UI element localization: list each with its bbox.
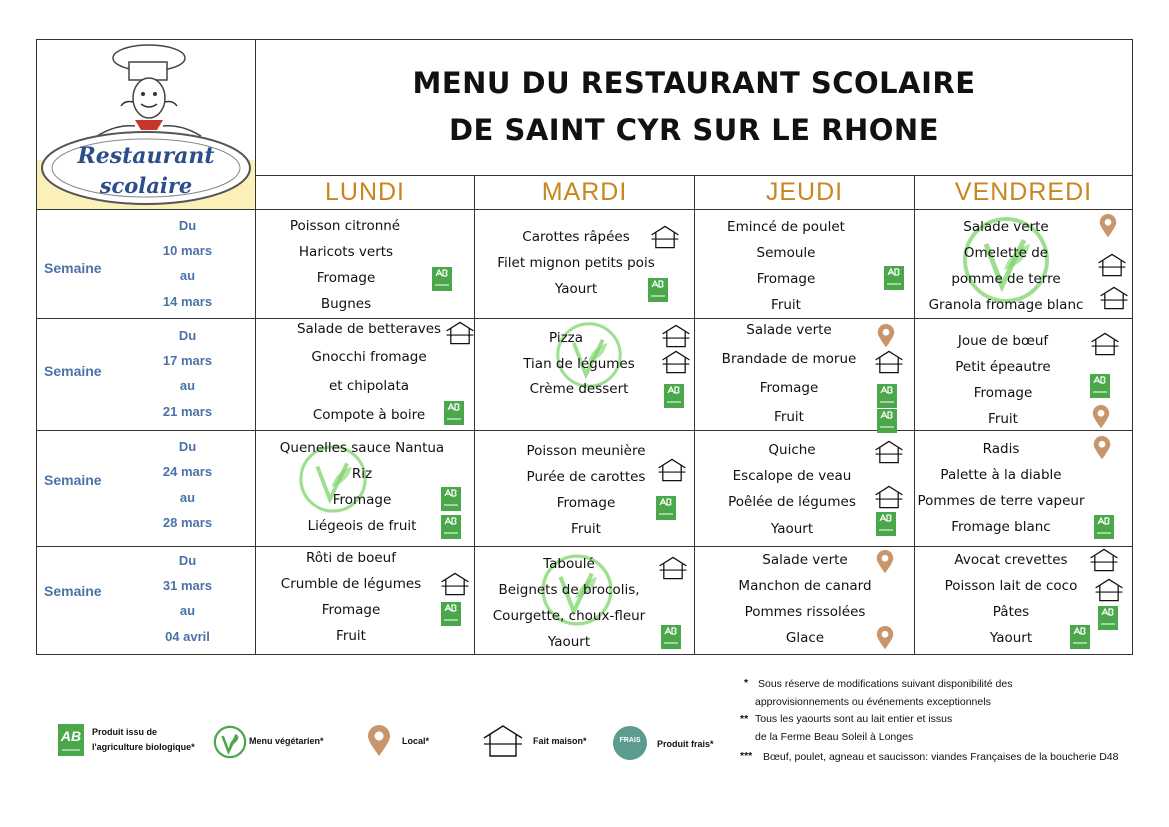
fresh-badge-label: FRAIS	[619, 737, 641, 744]
vegetarian-legend-icon	[213, 725, 247, 759]
dish: Fromage blanc	[951, 519, 1051, 535]
dish: Quiche	[768, 442, 816, 458]
dish: Liégeois de fruit	[307, 518, 417, 534]
dish: Poêlée de légumes	[728, 494, 856, 510]
organic-ab-icon	[441, 487, 461, 511]
organic-ab-icon	[444, 401, 464, 425]
dish: Fruit	[988, 411, 1018, 427]
week-2-du: Du	[178, 328, 197, 343]
dish: Escalope de veau	[732, 468, 852, 484]
week-3-du: Du	[178, 439, 197, 454]
note-3-marker: ***	[740, 750, 753, 762]
week-4-end: 04 avril	[165, 629, 210, 644]
dish: Filet mignon petits pois	[497, 255, 655, 271]
day-header-mardi: MARDI	[541, 178, 628, 206]
day-header-jeudi: JEUDI	[765, 178, 844, 206]
dish: pomme de terre	[951, 271, 1061, 287]
note-2-line-2: de la Ferme Beau Soleil à Longes	[755, 731, 914, 743]
dish: et chipolata	[328, 378, 410, 394]
organic-ab-icon	[1098, 606, 1118, 630]
organic-ab-icon	[648, 278, 668, 302]
dish: Fromage	[756, 271, 816, 287]
local-pin-icon	[1099, 214, 1117, 238]
week-4-label: Semaine	[44, 583, 102, 599]
dish: Yaourt	[547, 634, 591, 650]
dish: Tian de légumes	[523, 356, 635, 372]
week-3-label: Semaine	[44, 472, 102, 488]
organic-ab-icon	[441, 602, 461, 626]
note-2-marker: **	[740, 713, 749, 725]
week-2-label: Semaine	[44, 363, 102, 379]
grid-right	[1132, 39, 1133, 655]
organic-ab-icon	[432, 267, 452, 291]
dish: Fromage	[556, 495, 616, 511]
dish: Fromage	[973, 385, 1033, 401]
dish: Pommes de terre vapeur	[917, 493, 1085, 509]
grid-col-3	[694, 175, 695, 655]
dish: Crème dessert	[529, 381, 629, 397]
dish: Salade de betteraves	[296, 321, 442, 337]
dish: Yaourt	[770, 521, 814, 537]
dish: Avocat crevettes	[954, 552, 1068, 568]
dish: Semoule	[756, 245, 816, 261]
dish: Pâtes	[992, 604, 1030, 620]
dish: Fromage	[759, 380, 819, 396]
homemade-icon	[661, 350, 691, 374]
week-3-start: 24 mars	[162, 464, 213, 479]
dish: Poisson lait de coco	[944, 578, 1078, 594]
local-pin-icon	[1093, 436, 1111, 460]
grid-col-4	[914, 175, 915, 655]
legend-local-label: Local*	[402, 736, 430, 746]
dish: Riz	[351, 466, 373, 482]
week-2-start: 17 mars	[162, 353, 213, 368]
dish: Pommes rissolées	[744, 604, 866, 620]
week-2-au: au	[179, 378, 196, 393]
dish: Fromage	[332, 492, 392, 508]
dish: Beignets de brocolis,	[498, 582, 640, 598]
homemade-icon	[1099, 286, 1129, 310]
dish: Gnocchi fromage	[311, 349, 427, 365]
legend-veg-label: Menu végétarien*	[249, 736, 324, 746]
week-2-end: 21 mars	[162, 404, 213, 419]
fresh-product-icon	[613, 726, 647, 760]
homemade-icon	[658, 556, 688, 580]
dish: Petit épeautre	[955, 359, 1051, 375]
organic-ab-label: AB	[60, 728, 82, 744]
day-header-vendredi: VENDREDI	[954, 178, 1093, 206]
dish: Courgette, choux-fleur	[492, 608, 646, 624]
dish: Salade verte	[762, 552, 848, 568]
organic-ab-icon	[1090, 374, 1110, 398]
homemade-icon	[1094, 578, 1124, 602]
dish: Yaourt	[554, 281, 598, 297]
homemade-icon	[440, 572, 470, 596]
week-1-du: Du	[178, 218, 197, 233]
page-title-line-1: MENU DU RESTAURANT SCOLAIRE	[412, 66, 976, 100]
day-header-lundi: LUNDI	[324, 178, 405, 206]
week-1-label: Semaine	[44, 260, 102, 276]
legend-fresh-label: Produit frais*	[657, 739, 714, 749]
homemade-icon	[661, 324, 691, 348]
local-pin-icon	[876, 550, 894, 574]
dish: Palette à la diable	[940, 467, 1062, 483]
organic-ab-icon	[877, 409, 897, 433]
restaurant-logo	[37, 40, 255, 209]
week-1-end: 14 mars	[162, 294, 213, 309]
homemade-icon	[657, 458, 687, 482]
week-3-au: au	[179, 490, 196, 505]
grid-header-bottom	[36, 209, 1133, 210]
dish: Quenelles sauce Nantua	[279, 440, 445, 456]
local-pin-icon	[1092, 405, 1110, 429]
dish: Poisson meunière	[526, 443, 646, 459]
local-pin-icon	[876, 626, 894, 650]
dish: Salade verte	[963, 219, 1049, 235]
homemade-icon	[445, 321, 475, 345]
homemade-icon	[1097, 253, 1127, 277]
week-4-start: 31 mars	[162, 578, 213, 593]
organic-ab-icon	[884, 266, 904, 290]
note-1-marker: *	[744, 677, 749, 689]
dish: Fruit	[336, 628, 366, 644]
organic-ab-icon	[664, 384, 684, 408]
page-title-line-2: DE SAINT CYR SUR LE RHONE	[448, 113, 940, 147]
dish: Purée de carottes	[526, 469, 646, 485]
grid-row-1	[36, 318, 1133, 319]
week-1-start: 10 mars	[162, 243, 213, 258]
dish: Rôti de boeuf	[306, 550, 396, 566]
grid-bottom	[36, 654, 1133, 655]
legend-bio-line-2: l'agriculture biologique*	[92, 742, 195, 752]
dish: Pizza	[548, 330, 584, 346]
dish: Brandade de morue	[721, 351, 857, 367]
organic-ab-icon	[441, 515, 461, 539]
dish: Poisson citronné	[289, 218, 401, 234]
homemade-icon	[1089, 548, 1119, 572]
organic-ab-icon	[1094, 515, 1114, 539]
note-1-line-1: Sous réserve de modifications suivant disponibilité des	[758, 678, 1013, 690]
week-3-end: 28 mars	[162, 515, 213, 530]
dish: Glace	[785, 630, 825, 646]
legend-homemade-label: Fait maison*	[533, 736, 587, 746]
week-4-au: au	[179, 603, 196, 618]
dish: Granola fromage blanc	[928, 297, 1084, 313]
grid-row-2	[36, 430, 1133, 431]
homemade-icon	[874, 485, 904, 509]
grid-col-2	[474, 175, 475, 655]
homemade-icon	[1090, 332, 1120, 356]
dish: Joue de bœuf	[957, 333, 1049, 349]
dish: Compote à boire	[312, 407, 426, 423]
logo-line-2: scolaire	[99, 173, 193, 198]
logo-line-1: Restaurant	[77, 143, 215, 169]
dish: Fruit	[771, 297, 801, 313]
week-1-au: au	[179, 268, 196, 283]
dish: Fromage	[321, 602, 381, 618]
local-legend-icon	[367, 725, 391, 757]
local-pin-icon	[877, 324, 895, 348]
dish: Manchon de canard	[738, 578, 872, 594]
organic-ab-icon	[661, 625, 681, 649]
homemade-legend-icon	[483, 724, 523, 758]
organic-ab-icon	[877, 384, 897, 408]
dish: Fruit	[774, 409, 804, 425]
organic-ab-icon	[656, 496, 676, 520]
homemade-icon	[650, 225, 680, 249]
organic-ab-icon	[876, 512, 896, 536]
grid-row-3	[36, 546, 1133, 547]
dish: Salade verte	[746, 322, 832, 338]
dish: Taboulé	[543, 556, 595, 572]
dish: Emincé de poulet	[727, 219, 845, 235]
homemade-icon	[874, 350, 904, 374]
dish: Omelette de	[963, 245, 1049, 261]
homemade-icon	[874, 440, 904, 464]
week-4-du: Du	[178, 553, 197, 568]
dish: Yaourt	[989, 630, 1033, 646]
dish: Fruit	[571, 521, 601, 537]
note-3-line-1: Bœuf, poulet, agneau et saucisson: viandes Françaises de la boucherie D48	[763, 751, 1119, 763]
dish: Haricots verts	[298, 244, 394, 260]
dish: Radis	[982, 441, 1020, 457]
dish: Carottes râpées	[522, 229, 630, 245]
organic-ab-icon	[1070, 625, 1090, 649]
organic-ab-icon	[58, 724, 84, 756]
note-2-line-1: Tous les yaourts sont au lait entier et issus	[755, 713, 953, 725]
dish: Bugnes	[320, 296, 372, 312]
dish: Fromage	[316, 270, 376, 286]
dish: Crumble de légumes	[280, 576, 422, 592]
note-1-line-2: approvisionnements ou événements exceptionnels	[755, 696, 991, 708]
legend-bio-line-1: Produit issu de	[92, 727, 158, 737]
